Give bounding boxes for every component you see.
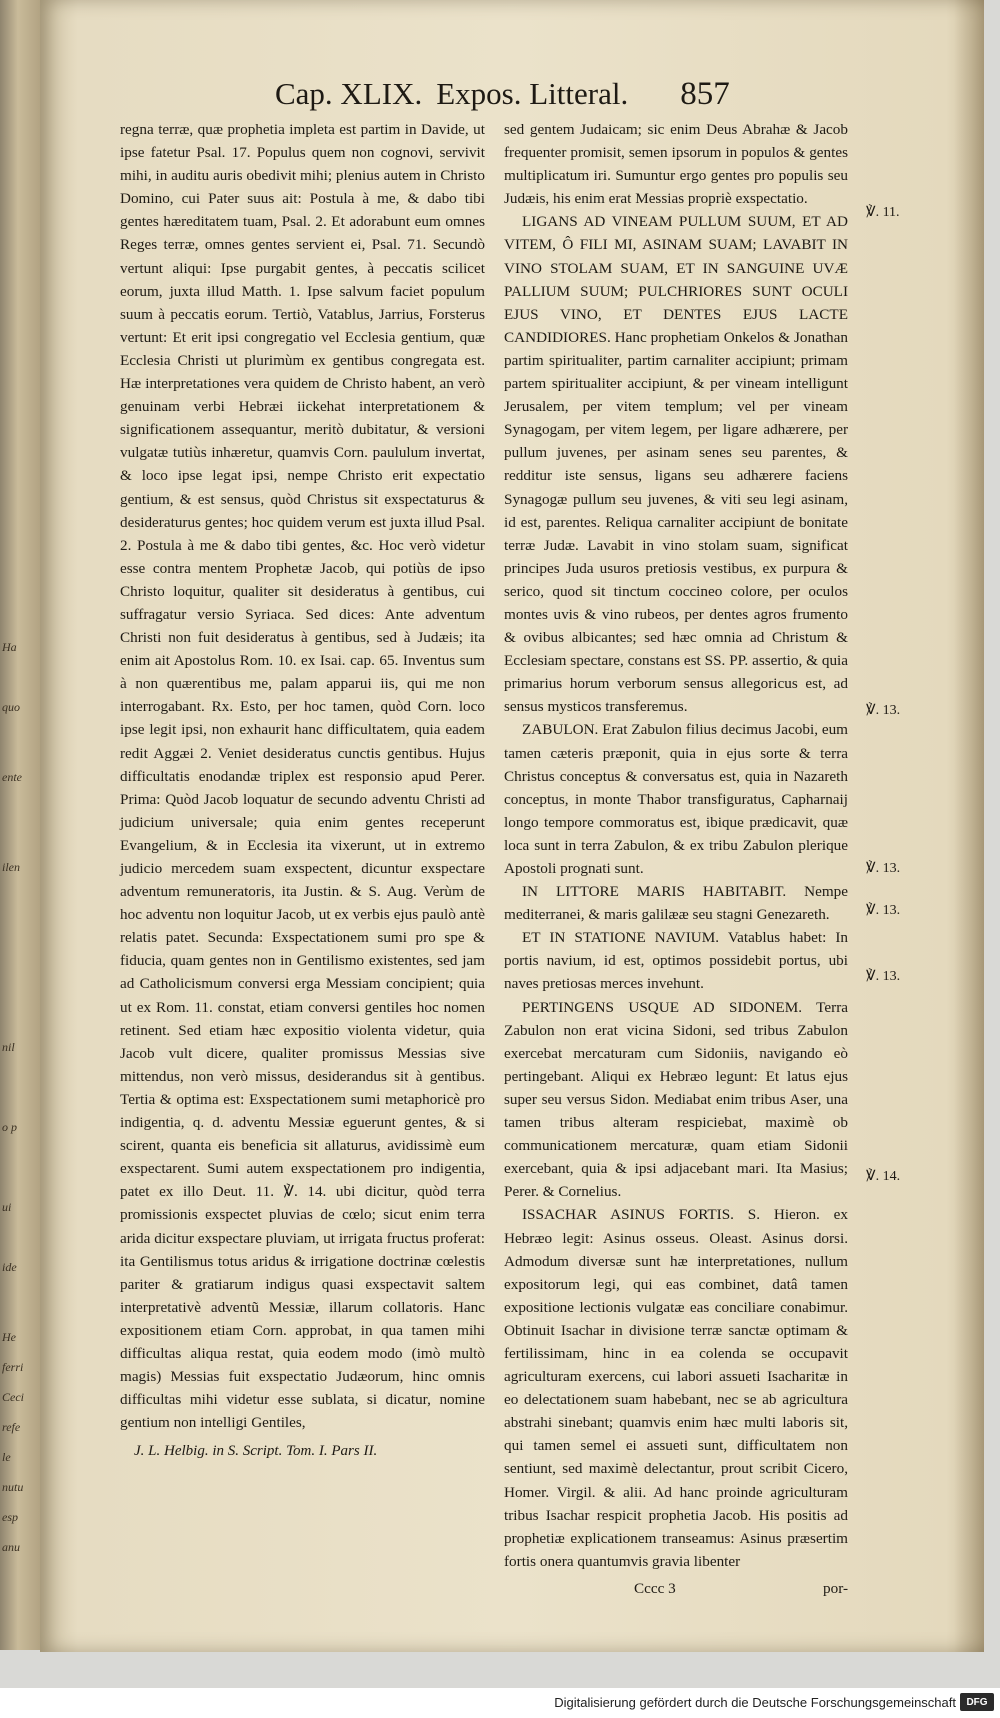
page-edge-shadow <box>954 0 984 1652</box>
spine-fragment: ide <box>2 1260 17 1274</box>
adjacent-page-spine <box>0 0 40 1650</box>
paragraph: regna terræ, quæ prophetia impleta est partim in Davide, ut ipse fatetur Psal. 17. Populus quem non cognovi, servivit mihi, in auditu auris obedivit mihi; plenius autem in Christo Domino, cui Pater suus ait: Postula à me, & dabo tibi gentes hæreditatem tuam, Psal. 2. Et adorabunt eum omnes Reges terræ, omnes gentes servient ei, Psal. 71. Secundò vertunt aliqui: Ipse purgabit gentes, à peccatis scilicet eorum, juxta illud Matth. 1. Ipse salvum faciet populum suum à peccatis eorum. Tertiò, Vatablus, Jarrius, Forsterus vertunt: Et erit ipsi congregatio vel Ecclesia gentium, quæ Ecclesia Christi ut plurimùm ex gentibus congregata est. Hæ interpretationes vera quidem de Christo habent, an verò genuinam verbi Hebræi iickehat interpretationem & significationem assequantur, meritò dubitatur, & versioni vulgatæ tutiùs inhæretur, quamvis Corn. paululum invertat, & loco ipse legat ipsi, nempe Christo erit expectatio gentium, & est sensus, quòd Christus sit exspectaturus & desideraturus gentes; hoc quidem verum est juxta illud Psal. 2. Postula à me & dabo tibi gentes, &c. Hoc verò videtur esse contra mentem Prophetæ Jacob, qui potiùs de ipso Christo loquitur, qualiter sit desideratus à gentibus, cui suffragatur versio Syriaca. Sed dices: Ante adventum Christi non fuit desideratus à gentibus, sed à Judæis; ita enim ait Apostolus Rom. 10. ex Isai. cap. 65. Inventus sum à non quærentibus me, palam apparui iis, qui me non interrogabant. Rx. Esto, per hoc tamen, quòd Corn. loco ipse legit ipsi, non exhaurit hanc difficultatem, quia eadem redit Aggæi 2. Veniet desideratus cunctis gentibus. Hujus difficultatis enodandæ triplex est responsio apud Perer. Prima: Quòd Jacob loquatur de secundo adventu Christi ad judicium universale; quia enim gentes receperunt Evangelium, & in Ecclesia ita vixerunt, ut in extremo judicio mercedem suam exspectent, dicuntur exspectare adventum remuneratoris, ita Justin. & S. Aug. Verùm de hoc adventu non loquitur Jacob, ut ex verbis ejus paulò antè relatis patet. Secunda: Exspectationem sumi pro spe & fiducia, quam gentes non in Gentilismo existentes, sed jam ad Catholicismum conversi erga Messiam concipient; quia ut ex Rom. 11. constat, etiam conversi gentiles hoc nomen retinent. Sed etiam hæc expositio violenta videtur, quia Jacob vult dicere, qualiter promissus Messias sive mittendus, non verò missus, desiderandus sit à gentibus. Tertia & optima est: Exspectationem sumi metaphoricè pro indigentia, q. d. adventu Messiæ eguerunt gentes, & si scirent, quanta eis beneficia sit allaturus, avidissimè eum exspectarent. Sumi autem exspectationem pro indigentia, patet ex illo Deut. 11. ℣. 14. ubi dicitur, quòd terra promissionis exspectet pluvias de cœlo; sicut enim terra arida dicitur exspectare pluviam, ut irrigata fructus proferat: ita Gentilismus totus aridus & irrigatione doctrinæ cœlestis pariter & gratiarum indigus quasi exspectavit saltem interpretativè adventũ Messiæ, illarum collatoris. Hanc expositionem etiam Corn. approbat, in qua tamen mihi difficultas aliqua restat, quia eodem modo (imò multò magis) Messias fuit exspectatio Judæorum, hinc omnis difficultas mihi videtur esse sublata, si dicatur, nomine gentium non intelligi Gentiles, <box>120 121 485 1432</box>
spine-fragment: ilen <box>2 860 20 874</box>
paragraph: PERTINGENS USQUE AD SIDONEM. Terra Zabulon non erat vicina Sidoni, sed tribus Zabulon exercebat mercaturam cum Sidoniis, navigando eò pertingebant. Aliqui ex Hebræo legunt: Et latus ejus super seu versus Sidon. Mediabat enim tribus Aser, una tamen tribus alteram respiciebat, maximè ob communicationem mercaturæ, quam etiam Sidonii exercebant, quia & ipsi adjacebant mari. Ita Masius; Perer. & Cornelius. <box>504 998 848 1201</box>
running-header <box>275 76 875 116</box>
spine-fragment: refe <box>2 1420 21 1434</box>
spine-fragment: Ha <box>2 640 17 654</box>
catchword: por- <box>823 1579 848 1597</box>
paragraph: sed gentem Judaicam; sic enim Deus Abrahæ & Jacob frequenter promisit, semen ipsorum in populos & gentes multiplicatum iri. Sumuntur ergo gentes pro populis seu Judæis, his enim erat Messias propriè exspectatio. <box>504 121 848 208</box>
gathering-signature: Cccc 3 <box>634 1579 676 1597</box>
verse-note: ℣. 13. <box>866 969 901 984</box>
spine-fragment: ente <box>2 770 22 784</box>
verse-note: ℣. 13. <box>866 903 901 918</box>
spine-fragment: He <box>2 1330 16 1344</box>
page-number: 857 <box>680 76 730 112</box>
book-page <box>40 0 984 1652</box>
page-footer <box>504 1577 848 1600</box>
left-column <box>120 118 485 1463</box>
digitization-credit: Digitalisierung gefördert durch die Deutsche Forschungsgemeinschaft <box>554 1695 956 1710</box>
paragraph: IN LITTORE MARIS HABITABIT. Nempe mediterranei, & maris galilææ seu stagni Genezareth. <box>504 883 848 924</box>
verse-note: ℣. 14. <box>866 1169 901 1184</box>
credit-bar <box>0 1688 1000 1718</box>
spine-fragment: ui <box>2 1200 12 1214</box>
paragraph: ISSACHAR ASINUS FORTIS. S. Hieron. ex Hebræo legit: Asinus osseus. Oleast. Asinus dorsi. Admodum diversæ sunt hæ interpretationes, nullum expositorum legi, qui eas combinet, datâ tamen expositione lectionis vulgatæ eas conciliare conabimur. Obtinuit Isachar in divisione terræ sanctæ optimam & fertilissimam, hinc in ea colenda se occupavit agriculturam exercens, cui labori assueti Isacharitæ in eo delectationem suam habebant, nec se ab agricultura abstrahi sinebant; quamvis enim hæc multi laboris sit, qui tamen semel ei assueti sunt, difficultatem non sentiunt, sed maximè delectantur, prout scribit Cicero, Homer. Virgil. & alii. Ad hanc proinde agriculturam tribus Isachar respicit prophetia Jacob. His positis ad prophetiæ explicationem transeamus: Asinus præsertim fortis onera quantumvis gravia libenter <box>504 1206 848 1570</box>
spine-fragment: o p <box>2 1120 17 1134</box>
verse-note: ℣. 13. <box>866 861 901 876</box>
section-heading: Expos. Litteral. <box>436 76 629 111</box>
spine-fragment: quo <box>2 700 20 714</box>
spine-fragment: anu <box>2 1540 20 1554</box>
verse-note: ℣. 11. <box>866 205 900 220</box>
spine-fragment: le <box>2 1450 11 1464</box>
chapter-heading: Cap. XLIX. <box>275 76 423 111</box>
spine-fragment: ferri <box>2 1360 24 1374</box>
dfg-logo-icon: DFG <box>960 1693 994 1711</box>
paragraph: LIGANS AD VINEAM PULLUM SUUM, ET AD VITEM, Ô FILI MI, ASINAM SUAM; LAVABIT IN VINO STOLAM SUAM, ET IN SANGUINE UVÆ PALLIUM SUUM; PULCHRIORES SUNT OCULI EJUS VINO, ET DENTES EJUS LACTE CANDIDIORES. Hanc prophetiam Onkelos & Jonathan partim spiritualiter, partim carnaliter accipiunt; primam partem spiritualiter accipiunt, & per vineam intelligunt Jerusalem, per vitem templum; vel per vineam Synagogam, per vitem legem, per ligare adhærere, per pullum juvenes, per asinam senes seu parentes, & redditur iste sensus, ligans seu adhærere faciens Synagogæ pullum seu juvenes, & viti seu legi asinam, id est, parentes. Reliqua carnaliter accipiunt de bonitate terræ Judæ. Lavabit in vino stolam suam, significat principes Juda usuros pretiosis vestibus, ex purpura & serico, quod sit tinctum coccineo colore, per oculos montes uvis & vino rubeos, per dentes agros frumento & ovibus albicantes; sed hæc omnia ad Christum & Ecclesiam spectare, constans est SS. PP. assertio, & quia primarius horum verborum sensus allegoricus est, ad sensus mysticos transferemus. <box>504 213 848 716</box>
signature-line: J. L. Helbig. in S. Script. Tom. I. Pars II. <box>134 1443 378 1460</box>
spine-fragment: nutu <box>2 1480 24 1494</box>
right-column <box>504 118 848 1600</box>
paragraph: ZABULON. Erat Zabulon filius decimus Jacobi, eum tamen cæteris præponit, quia in ejus sorte & terra Christus conceptus & conversatus est, quia in Nazareth conceptus, in monte Thabor transfiguratus, Capharnaij longo tempore commoratus est, ibique prædicavit, quæ loca sunt in terra Zabulon, & ex tribu Zabulon plerique Apostoli prognati sunt. <box>504 721 848 877</box>
spine-fragment: nil <box>2 1040 15 1054</box>
verse-note: ℣. 13. <box>866 703 901 718</box>
spine-fragment: Ceci <box>2 1390 24 1404</box>
paragraph: ET IN STATIONE NAVIUM. Vatablus habet: In portis navium, id est, optimos possidebit portus, ubi naves pretiosas merces invehunt. <box>504 929 848 993</box>
spine-fragment: esp <box>2 1510 18 1524</box>
